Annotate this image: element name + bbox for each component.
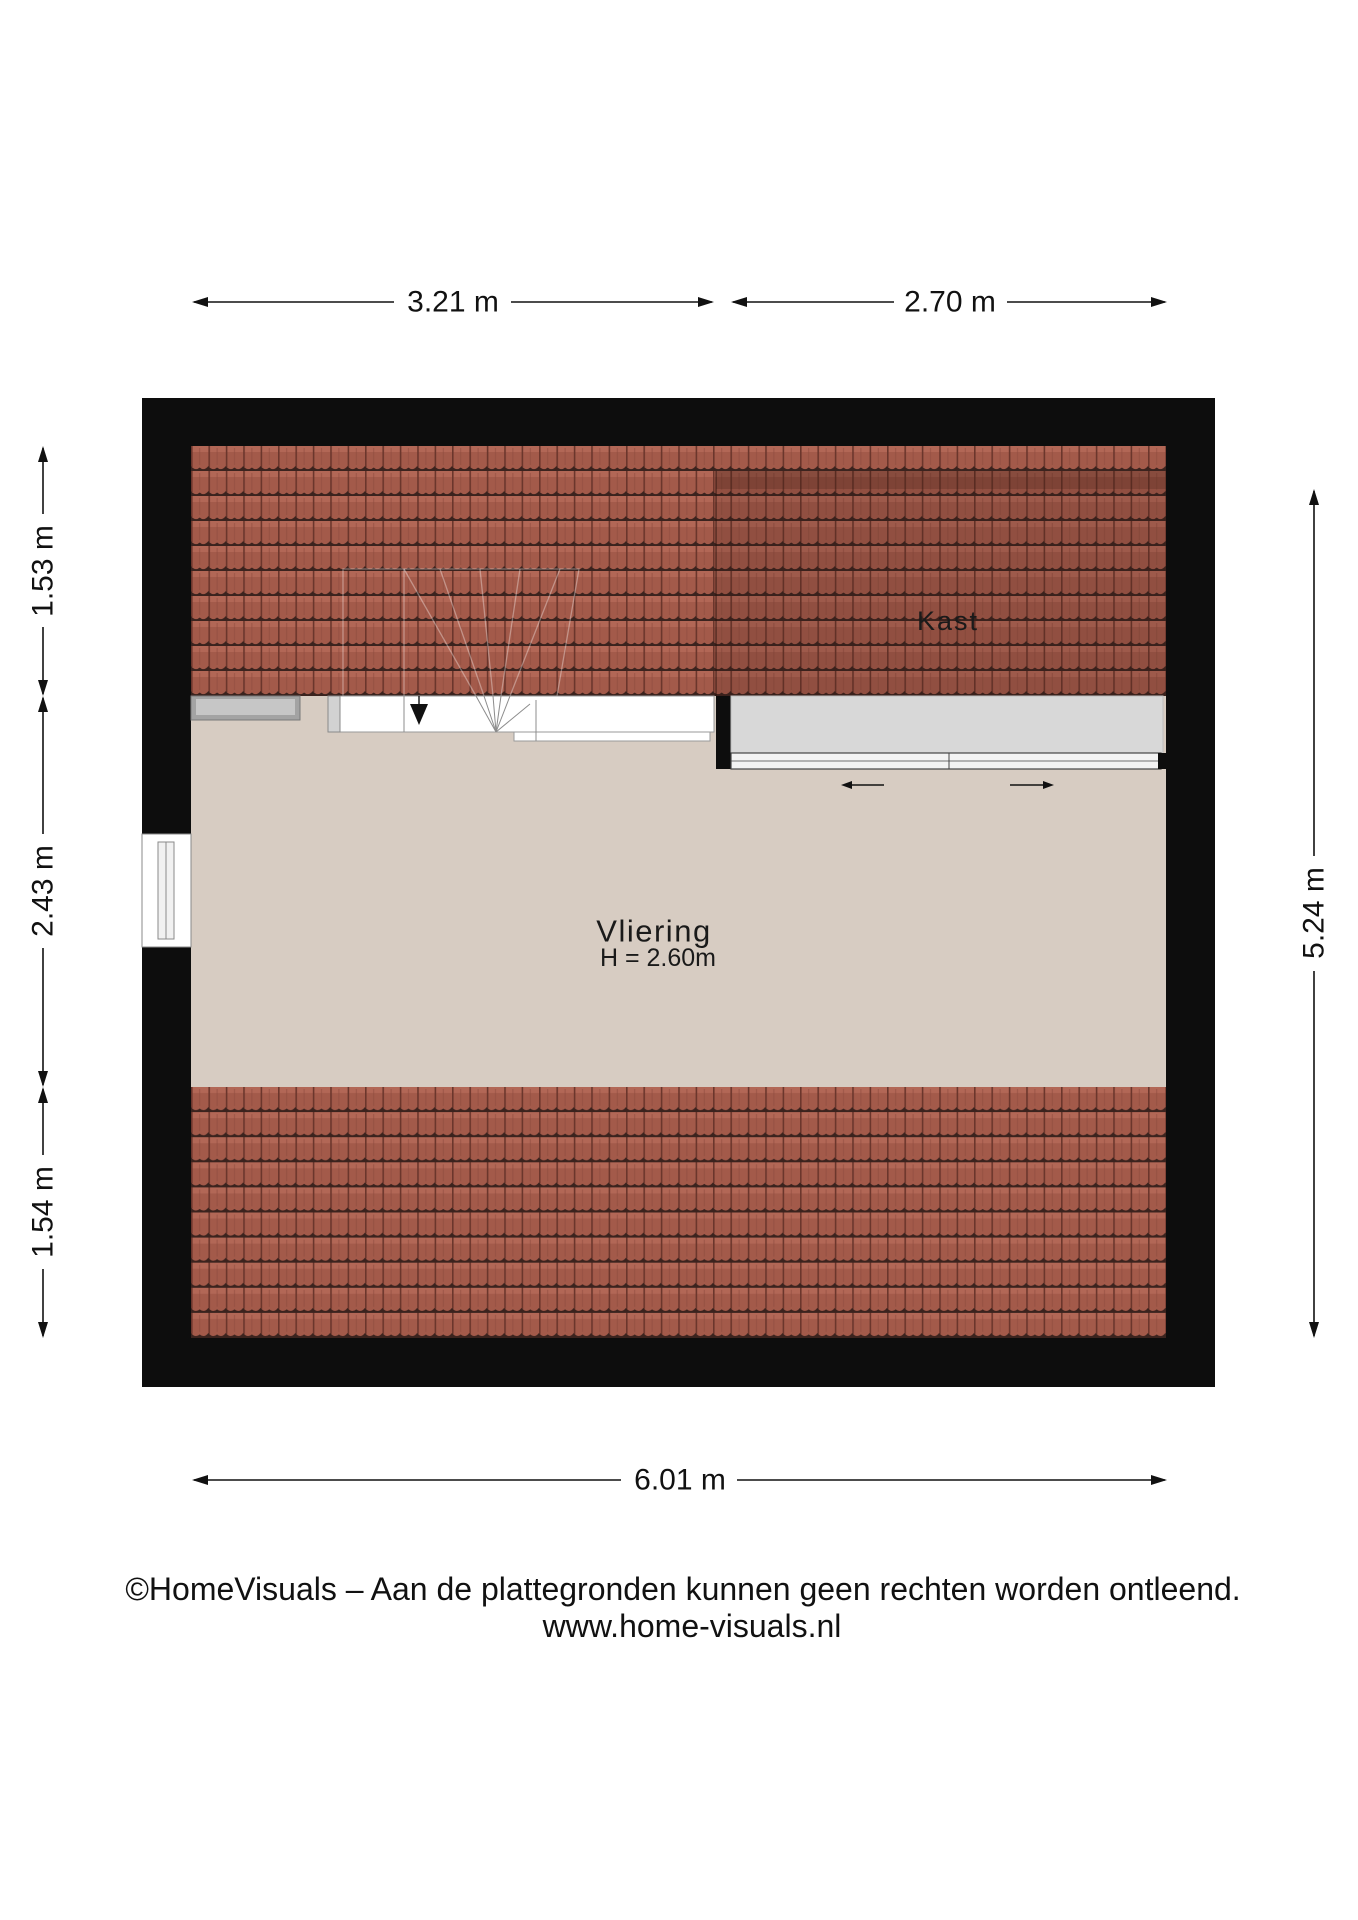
dimension-top-left — [192, 286, 714, 319]
dimension-left — [27, 446, 60, 1338]
closet-label: Kast — [916, 606, 980, 636]
dimension-label: 3.21 m — [407, 285, 499, 319]
roof-slope-bottom — [191, 1087, 1166, 1338]
arrowhead-left-icon — [731, 297, 747, 307]
dimension-label: 2.70 m — [904, 285, 996, 319]
room-height: H = 2.60m — [599, 944, 717, 972]
dimension-label: 5.24 m — [1297, 867, 1331, 959]
dimension-bottom — [192, 1464, 1167, 1497]
arrowhead-left-icon — [192, 297, 208, 307]
closet-roof-band — [716, 471, 1166, 489]
dimension-top-right — [731, 286, 1167, 319]
stair-treads — [328, 696, 714, 732]
dimension-label: 6.01 m — [634, 1463, 726, 1497]
stair-landing-edge — [514, 732, 710, 741]
sliding-door — [731, 753, 1166, 769]
arrowhead-up-icon — [1309, 489, 1319, 505]
arrowhead-right-icon — [698, 297, 714, 307]
room-name-vliering: Vliering — [596, 913, 712, 949]
arrowhead-down-icon — [38, 680, 48, 696]
stair-post — [328, 696, 340, 732]
dimension-label: 1.53 m — [26, 525, 60, 617]
dimension-label: 1.54 m — [26, 1166, 60, 1258]
arrowhead-up-icon — [38, 1087, 48, 1103]
arrowhead-down-icon — [1309, 1322, 1319, 1338]
dimension-right — [1298, 489, 1331, 1338]
closet-floor — [731, 696, 1163, 753]
footer-website: www.home-visuals.nl — [542, 1608, 842, 1644]
closet — [716, 471, 1166, 789]
arrowhead-left-icon — [192, 1475, 208, 1485]
footer-disclaimer: ©HomeVisuals – Aan de plattegronden kunnen geen rechten worden ontleend. — [125, 1571, 1241, 1607]
arrowhead-right-icon — [1151, 1475, 1167, 1485]
dimension-label: 2.43 m — [26, 845, 60, 937]
radiator-panel — [196, 699, 295, 715]
closet-wall — [716, 696, 731, 769]
arrowhead-up-icon — [38, 696, 48, 712]
arrowhead-down-icon — [38, 1322, 48, 1338]
sliding-door-end — [1158, 753, 1166, 769]
window — [142, 834, 191, 947]
arrowhead-down-icon — [38, 1071, 48, 1087]
arrowhead-right-icon — [1151, 297, 1167, 307]
radiator — [191, 696, 300, 720]
closet-roof-shade — [716, 471, 1166, 696]
arrowhead-up-icon — [38, 446, 48, 462]
